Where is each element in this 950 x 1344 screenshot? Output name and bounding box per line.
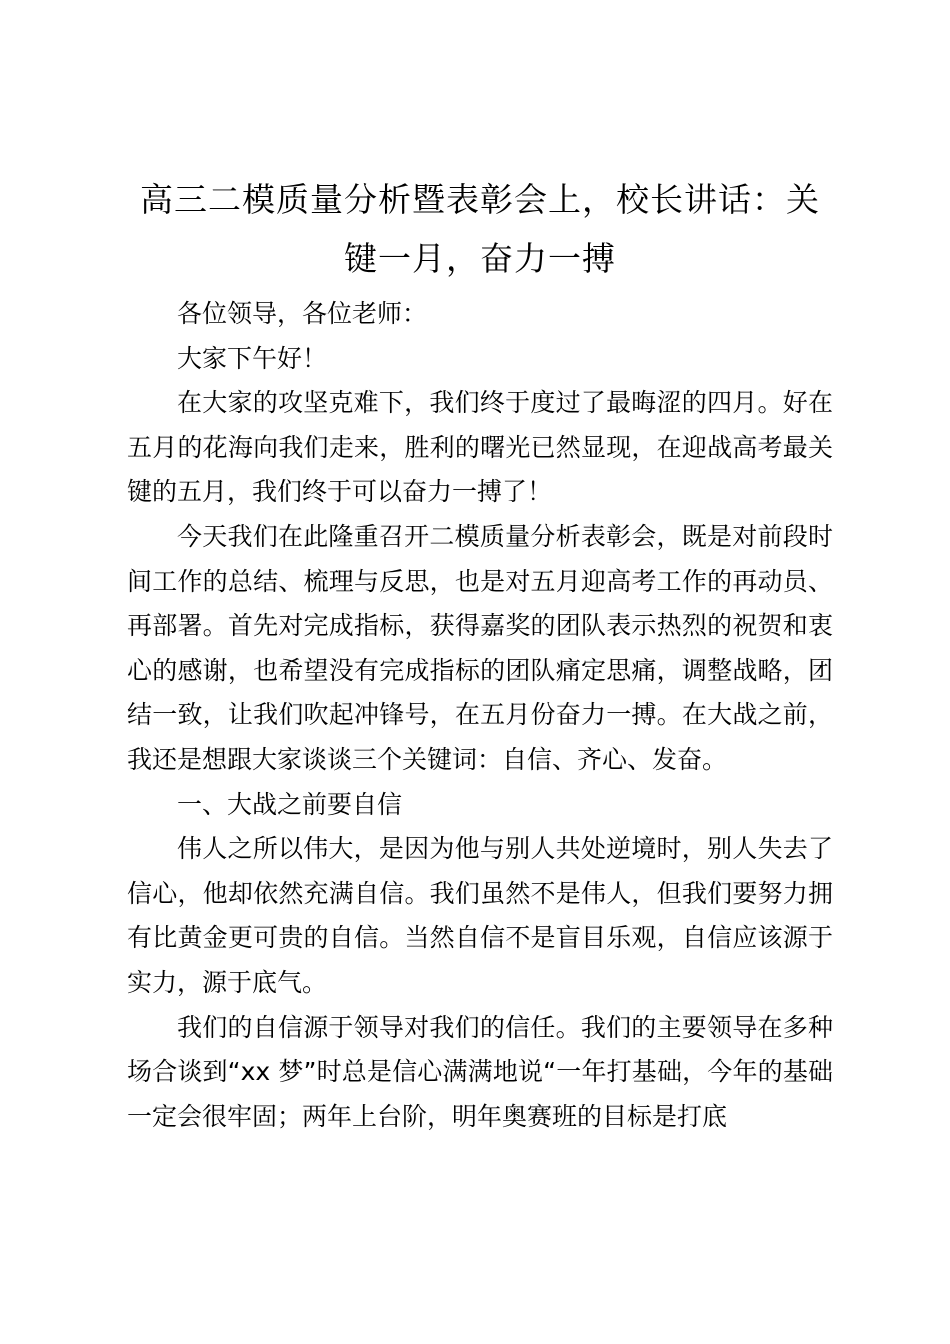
- body-paragraph: 今天我们在此隆重召开二模质量分析表彰会，既是对前段时间工作的总结、梳理与反思，也是对五月迎高考工作的再动员、再部署。首先对完成指标，获得嘉奖的团队表示热烈的祝贺和衷心的感谢，也希望没有完成指标的团队痛定思痛，调整战略，团结一致，让我们吹起冲锋号，在五月份奋力一搏。在大战之前，我还是想跟大家谈谈三个关键词：自信、齐心、发奋。: [127, 521, 833, 774]
- body-paragraph: 在大家的攻坚克难下，我们终于度过了最晦涩的四月。好在五月的花海向我们走来，胜利的曙光已然显现，在迎战高考最关键的五月，我们终于可以奋力一搏了！: [127, 388, 833, 507]
- document-title: 高三二模质量分析暨表彰会上，校长讲话：关键一月，奋力一搏: [140, 180, 820, 278]
- section-heading: 一、大战之前要自信: [177, 789, 403, 819]
- salutation: 各位领导，各位老师：: [177, 299, 428, 328]
- greeting: 大家下午好！: [177, 343, 328, 373]
- body-paragraph: 伟人之所以伟大，是因为他与别人共处逆境时，别人失去了信心，他却依然充满自信。我们虽然不是伟人，但我们要努力拥有比黄金更可贵的自信。当然自信不是盲目乐观，自信应该源于实力，源于底气。: [127, 834, 833, 997]
- body-paragraph: 我们的自信源于领导对我们的信任。我们的主要领导在多种场合谈到“xx 梦”时总是信心满满地说“一年打基础，今年的基础一定会很牢固；两年上台阶，明年奥赛班的目标是打底: [127, 1012, 833, 1131]
- document-body: [127, 170, 833, 1139]
